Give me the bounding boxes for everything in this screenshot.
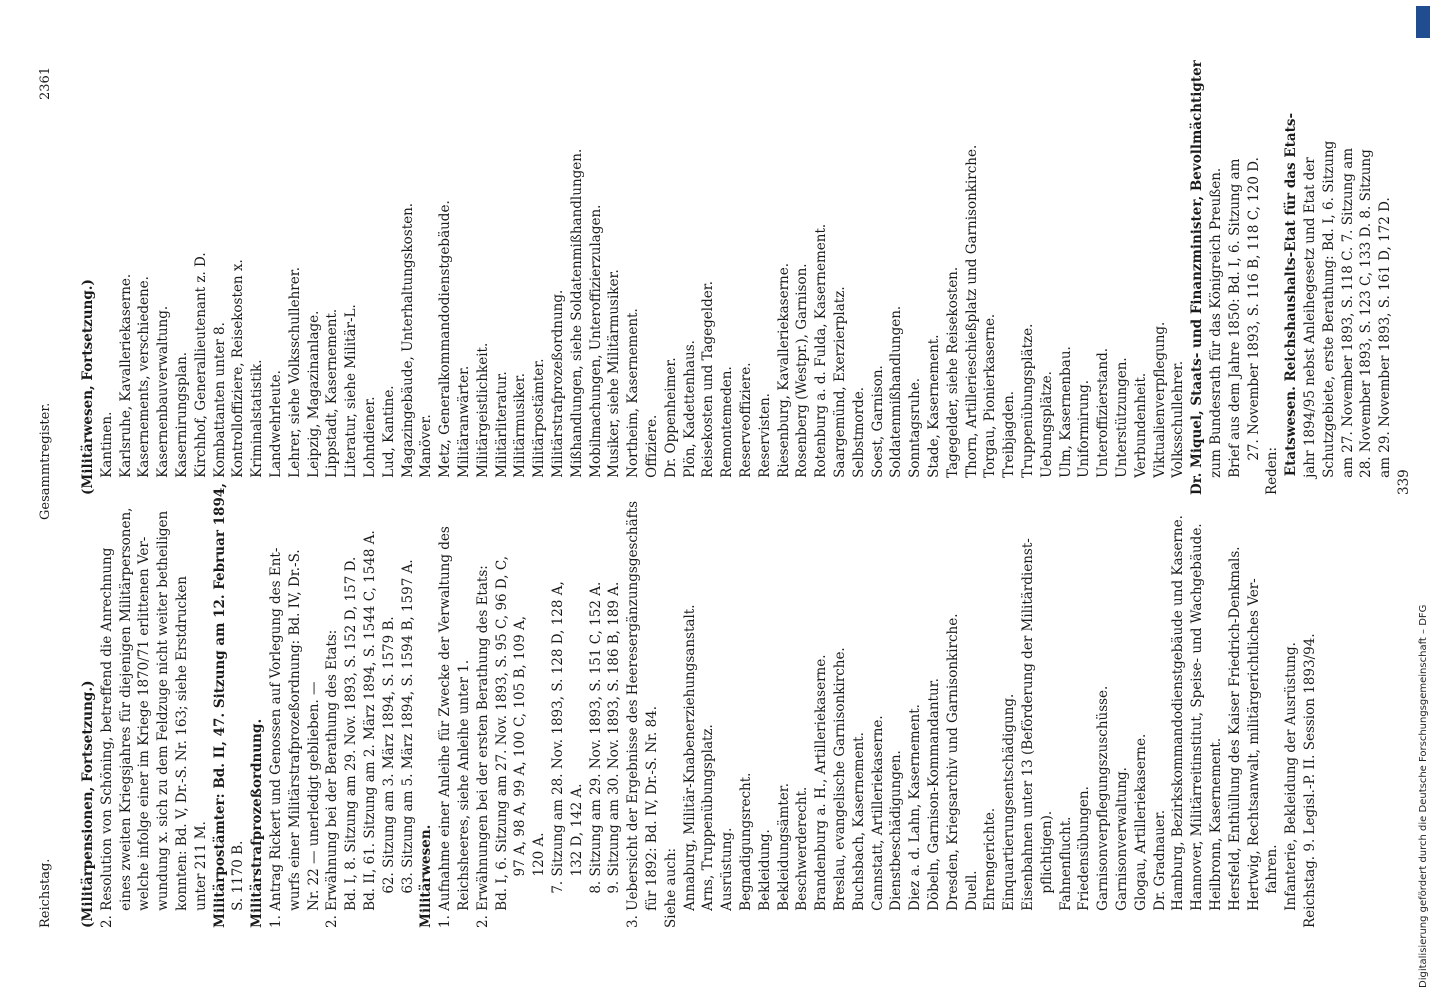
- index-line: Verbundenheit.: [1132, 372, 1149, 495]
- index-line: am 27. November 1893, S. 118 C. 7. Sitzung am: [1339, 147, 1356, 495]
- index-line: wundung x. sich zu dem Feldzuge nicht weiter betheiligen: [155, 510, 172, 928]
- index-line: Manöver.: [418, 414, 435, 495]
- index-line: Heilbronn, Kasernement.: [1208, 737, 1224, 928]
- index-line: Reichsheeres, siehe Anleihe unter 1.: [456, 659, 472, 928]
- index-line: Mobilmachungen, Unteroffizierzulagen.: [587, 204, 604, 495]
- index-line: Leipzig, Magazinanlage.: [305, 310, 322, 495]
- index-line: 1. Aufnahme einer Anleihe für Zwecke der Verwaltung des: [437, 526, 454, 928]
- index-line: Kantinen.: [98, 411, 115, 495]
- index-line: Ehrengerichte.: [982, 807, 999, 928]
- index-line: Arns, Truppenübungsplatz.: [700, 724, 717, 928]
- index-line: Selbstmorde.: [850, 386, 867, 495]
- index-line: Glogau, Artilleriekaserne.: [1132, 733, 1149, 928]
- index-line: 339: [1396, 469, 1412, 495]
- index-line: Bd. I, 8. Sitzung am 29. Nov. 1893, S. 152 D, 157 D.: [343, 556, 360, 928]
- index-line: Brandenburg a. H., Artilleriekaserne.: [813, 654, 830, 928]
- index-line: Kasernirungsplan.: [174, 351, 190, 495]
- header-left: Reichstag.: [38, 858, 53, 928]
- index-line: Ausrüstung.: [719, 827, 736, 928]
- index-line: 3. Uebersicht der Ergebnisse des Heeresergänzungsgeschäfts: [625, 500, 642, 928]
- index-line: Dienstbeschädigungen.: [888, 750, 905, 928]
- index-line: Beschwerderecht.: [794, 786, 811, 928]
- digitization-notice: [1418, 8, 1432, 988]
- index-line: Truppenübungsplätze.: [1020, 323, 1036, 495]
- index-line: 1. Antrag Rickert und Genossen auf Vorlegung des Ent-: [268, 547, 284, 928]
- index-line: Eisenbahnen unter 13 (Beförderung der Militärdienst-: [1020, 538, 1036, 928]
- index-line: Torgau, Pionierkaserne.: [982, 313, 999, 495]
- index-line: 2. Erwähnung bei der Berathung des Etats:: [324, 629, 341, 928]
- index-line: Annaburg, Militär-Knabenerziehungsanstalt.: [681, 604, 698, 928]
- index-line: Etatswesen. Reichshaushalts-Etat für das Etats-: [1283, 112, 1300, 495]
- index-line: Tagegelder, siehe Reisekosten.: [944, 266, 961, 495]
- index-line: Militärpostämter.: [531, 358, 548, 495]
- index-line: Dresden, Kriegsarchiv und Garnisonkirche.: [944, 613, 961, 928]
- header-center: Gesammtregister.: [38, 402, 53, 520]
- index-line: Northeim, Kasernement.: [625, 308, 642, 495]
- index-line: Kasernements, verschiedene.: [136, 276, 153, 495]
- index-line: Treibjagden.: [1001, 390, 1018, 495]
- index-line: 8. Sitzung am 29. Nov. 1893, S. 151 C, 152 A.: [587, 581, 604, 928]
- index-line: Militärpostämter: Bd. II, 47. Sitzung am 12. Februar 1894,: [211, 483, 228, 928]
- index-line: Landwehrleute.: [268, 370, 284, 495]
- index-line: 7. Sitzung am 28. Nov. 1893, S. 128 D, 128 A,: [550, 581, 566, 928]
- index-line: Militärstrafprozeßordnung.: [550, 289, 566, 495]
- index-line: Magazingebäude, Unterhaltungskosten.: [399, 202, 416, 495]
- index-line: Volksschullehrer.: [1170, 360, 1187, 495]
- index-line: 28. November 1893, S. 123 C, 133 D. 8. Sitzung: [1358, 149, 1375, 495]
- index-line: Ulm, Kasernenbau.: [1057, 346, 1074, 495]
- index-line: Militärwesen.: [418, 824, 435, 928]
- index-line: Lippstadt, Kasernement.: [324, 308, 341, 495]
- index-line: Plön, Kadettenhaus.: [681, 340, 698, 495]
- index-line: unter 211 M.: [192, 821, 209, 928]
- index-line: Militärstrafprozeßordnung.: [249, 718, 266, 928]
- index-line: Uebungsplätze.: [1038, 371, 1055, 495]
- index-line: Kontrolloffiziere, Reisekosten x.: [230, 259, 247, 495]
- index-line: S. 1170 B.: [230, 840, 247, 928]
- index-line: Militäranwärter.: [456, 365, 472, 495]
- index-line: 2. Erwähnungen bei der ersten Berathung des Etats:: [474, 565, 491, 928]
- index-line: Dr. Gradnauer.: [1151, 809, 1168, 928]
- index-line: Bd. I, 6. Sitzung am 27. Nov. 1893, S. 95 C, 96 D, C,: [493, 556, 510, 928]
- index-line: Kasernenbauverwaltung.: [155, 305, 172, 495]
- index-line: (Militärwesen, Fortsetzung.): [80, 279, 96, 495]
- index-line: (Militärpensionen, Fortsetzung.): [80, 680, 96, 928]
- index-line: Hertwig, Rechtsanwalt, militärgerichtliches Ver-: [1245, 578, 1262, 928]
- index-line: pflichtigen).: [1038, 810, 1055, 928]
- index-line: Breslau, evangelische Garnisonkirche.: [832, 647, 848, 928]
- index-line: Bekleidung.: [756, 829, 773, 928]
- index-line: Militärliteratur.: [493, 371, 510, 495]
- index-line: Einquartierungsentschädigung.: [1001, 693, 1018, 928]
- index-line: 63. Sitzung am 5. März 1894, S. 1594 B, 1597 A.: [399, 559, 416, 928]
- index-line: Garnisonverpflegungszuschüsse.: [1095, 685, 1112, 928]
- index-line: Siehe auch:: [662, 847, 679, 928]
- index-line: Literatur, siehe Militär-L.: [343, 304, 360, 495]
- index-line: Militärmusiker.: [512, 372, 529, 495]
- index-line: Cannstatt, Artilleriekaserne.: [869, 715, 886, 928]
- index-line: 120 A.: [531, 832, 548, 928]
- index-line: Stade, Kasernement.: [926, 334, 942, 495]
- index-line: Duell.: [963, 870, 980, 928]
- index-line: 62. Sitzung am 3. März 1894, S. 1579 B.: [380, 616, 397, 928]
- index-line: Garnisonverwaltung.: [1114, 767, 1130, 928]
- index-line: Kirchhof, Generallieutenant z. D.: [192, 252, 209, 495]
- index-line: Metz, Generalkommandodienstgebäude.: [437, 200, 454, 495]
- index-line: Reden:: [1264, 446, 1281, 495]
- index-line: zum Bundesrath für das Königreich Preußen.: [1208, 167, 1224, 495]
- index-line: Döbeln, Garnison-Kommandantur.: [926, 678, 942, 928]
- index-line: konnten: Bd. V, Dr.-S. Nr. 163; siehe Erstdrucken: [174, 576, 190, 928]
- index-line: 27. November 1893, S. 116 B, 118 C, 120 D.: [1245, 157, 1262, 495]
- index-line: Reservisten.: [756, 393, 773, 495]
- index-line: Bd. II, 61. Sitzung am 2. März 1894, S. 1544 C, 1548 A.: [362, 530, 378, 928]
- index-line: Rotenburg a. d. Fulda, Kasernement.: [813, 223, 830, 495]
- index-line: Brief aus dem Jahre 1850: Bd. I, 6. Sitzung am: [1226, 158, 1243, 495]
- index-line: Uniformirung.: [1076, 379, 1093, 495]
- index-line: fahren.: [1264, 844, 1281, 928]
- index-line: jahr 1894/95 nebst Anleihegesetz und Etat der: [1302, 157, 1318, 495]
- index-line: Unterstützungen.: [1114, 357, 1130, 495]
- index-line: Infanterie, Bekleidung der Ausrüstung.: [1283, 642, 1300, 928]
- index-line: Musiker, siehe Militärmusiker.: [606, 269, 623, 495]
- index-line: Nr. 22 — unerledigt geblieben. —: [305, 681, 322, 928]
- index-line: eines zweiten Kriegsjahres für diejenigen Militärpersonen,: [117, 507, 134, 928]
- index-line: Mißhandlungen, siehe Soldatenmißhandlungen.: [568, 148, 585, 495]
- index-line: Saargemünd, Exerzierplatz.: [832, 286, 848, 495]
- index-line: Reisekosten und Tagegelder.: [700, 281, 717, 495]
- index-line: Kriminalstatistik.: [249, 359, 266, 495]
- index-line: 9. Sitzung am 30. Nov. 1893, S. 186 B, 189 A.: [606, 581, 623, 928]
- index-line: Reserveoffiziere.: [738, 362, 754, 495]
- index-line: Viktualienverpflegung.: [1151, 321, 1168, 495]
- index-line: Bekleidungsämter.: [775, 782, 792, 928]
- index-line: Schutzgebiete, erste Berathung: Bd. I, 6. Sitzung: [1320, 140, 1337, 495]
- index-line: 2. Resolution von Schöning, betreffend die Anrechnung: [98, 547, 115, 928]
- index-line: Karlsruhe, Kavalleriekaserne.: [117, 273, 134, 495]
- index-line: wurfs einer Militärstrafprozeßordnung: Bd. IV, Dr.-S.: [286, 549, 303, 928]
- index-line: Dr. Miquel, Staats- und Finanzminister, Bevollmächtigter: [1189, 60, 1206, 495]
- index-line: Fahnenflucht.: [1057, 816, 1074, 928]
- index-line: Lehrer, siehe Volksschullehrer.: [286, 267, 303, 495]
- index-line: am 29. November 1893, S. 161 D, 172 D.: [1377, 197, 1394, 495]
- index-line: Lud, Kantine.: [380, 385, 397, 495]
- index-line: Rosenberg (Westpr.), Garnison.: [794, 263, 811, 495]
- index-line: Reichstag. 9. Legisl.-P. II. Session 1893/94.: [1302, 633, 1318, 928]
- index-line: Hamburg, Bezirkskommandodienstgebäude und Kaserne.: [1170, 515, 1187, 928]
- index-line: Buchsbach, Kasernement.: [850, 732, 867, 928]
- index-line: 132 D, 142 A.: [568, 783, 585, 928]
- index-line: Diez a. d. Lahn, Kasernement.: [907, 704, 924, 928]
- page-number: 2361: [38, 66, 53, 100]
- index-line: Soest, Garnison.: [869, 365, 886, 495]
- index-line: Friedensübungen.: [1076, 786, 1093, 928]
- index-line: 97 A, 98 A, 99 A, 100 C, 105 B, 109 A,: [512, 615, 529, 928]
- index-line: Militärgeistlichkeit.: [474, 342, 491, 495]
- index-line: Riesenburg, Kavalleriekaserne.: [775, 262, 792, 495]
- digitization-notice-text: Digitalisierung gefördert durch die Deutsche Forschungsgemeinschaft – DFG: [1418, 604, 1429, 988]
- index-line: Sonntagsruhe.: [907, 377, 924, 495]
- index-line: Lohndiener.: [362, 396, 378, 495]
- index-line: Thorn, Artillerieschießplatz und Garnisonkirche.: [963, 144, 980, 495]
- index-line: Kombattanten unter 8.: [211, 322, 228, 495]
- index-line: Remontemeden.: [719, 366, 736, 495]
- index-line: für 1892: Bd. IV, Dr.-S. Nr. 84.: [644, 705, 660, 928]
- index-line: Hersfeld, Enthüllung des Kaiser Friedrich-Denkmals.: [1226, 546, 1243, 928]
- index-line: Unteroffizierstand.: [1095, 347, 1112, 495]
- index-line: Begnadigungsrecht.: [738, 772, 754, 928]
- index-line: Dr. Oppenheimer.: [662, 357, 679, 495]
- index-line: Hannover, Militärreitinstitut, Speise- und Wachgebäude.: [1189, 523, 1206, 928]
- index-line: Soldatenmißhandlungen.: [888, 305, 905, 495]
- index-line: welche infolge einer im Kriege 1870/71 erlittenen Ver-: [136, 536, 153, 928]
- index-line: Offiziere.: [644, 414, 660, 495]
